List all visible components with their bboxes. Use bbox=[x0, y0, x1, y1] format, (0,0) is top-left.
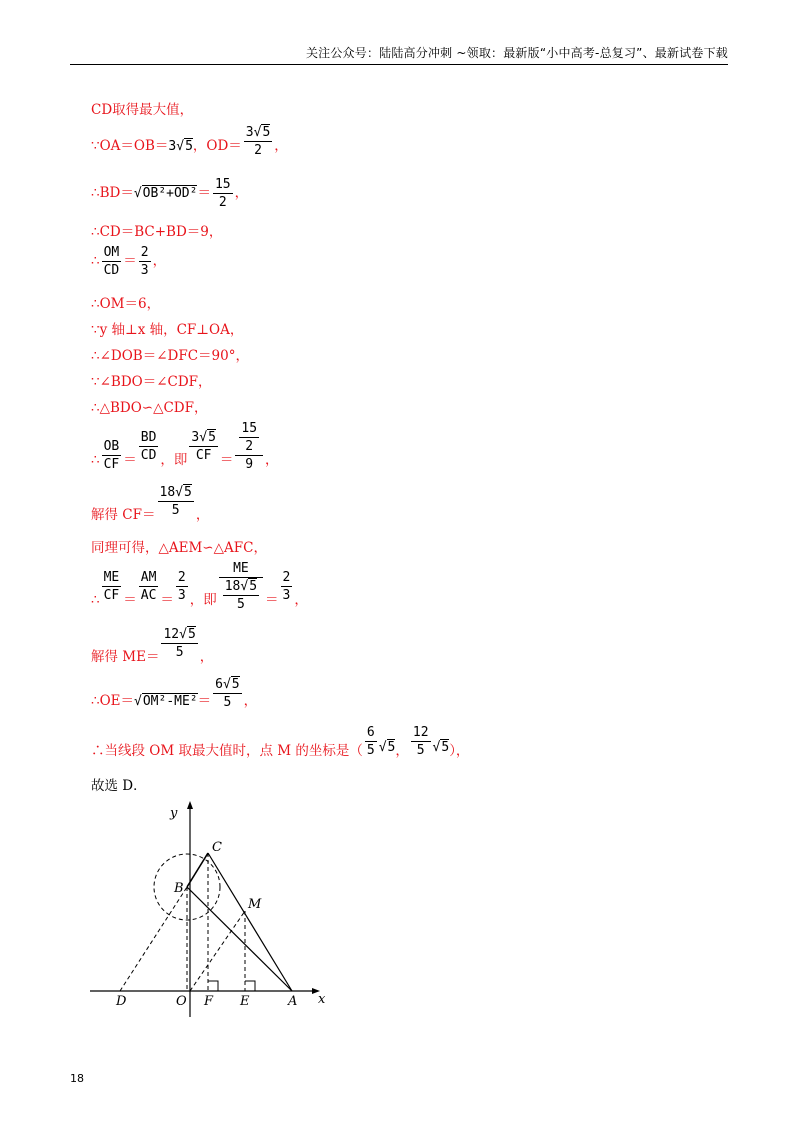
label-O: O bbox=[176, 994, 187, 1009]
label-y: y bbox=[170, 806, 178, 821]
line-18: 故选 D． bbox=[91, 778, 147, 794]
line-7: ∵y 轴⊥x 轴，CF⊥OA， bbox=[91, 322, 244, 338]
line-5: ∴ $\frac{OM}{CD}$ ＝ $\frac{2}{3}$ ， bbox=[91, 245, 167, 278]
label-C: C bbox=[212, 840, 222, 855]
line-17: ∴当线段 OM 取最大值时，点 M 的坐标是（ $\frac{6}{5}$ √5， $\frac{12}{5}$ √5）， bbox=[91, 725, 470, 759]
line-1: CD取得最大值， bbox=[91, 102, 194, 118]
line-2: ∵OA＝OB＝3√5，OD＝ $\frac{3√5}{2}$ ， bbox=[91, 125, 288, 158]
line-14: ∴ $\frac{ME}{CF}$ ＝ $\frac{AM}{AC}$ ＝ $\frac{2}{3}$ ，即 $\frac{ME}{\frac{18√5}{5}}$ ＝ $\frac{2}{3}$ ， bbox=[91, 561, 308, 612]
label-M: M bbox=[248, 897, 262, 912]
label-F: F bbox=[204, 994, 214, 1009]
line-12: 解得 CF＝ $\frac{18√5}{5}$ ， bbox=[91, 485, 210, 523]
right-angle-F bbox=[208, 981, 218, 991]
line-8: ∴∠DOB＝∠DFC＝90°， bbox=[91, 348, 249, 364]
line-10: ∴△BDO∽△CDF， bbox=[91, 400, 208, 416]
line-11: ∴ $\frac{OB}{CF}$ ＝ $\frac{BD}{CD}$ ，即 $\frac{3√5}{CF}$ ＝ $\frac{\frac{15}{2}}{9}$ ， bbox=[91, 421, 279, 472]
label-A: A bbox=[288, 994, 298, 1009]
label-x: x bbox=[318, 992, 326, 1007]
line-3: ∴BD＝√OB²+OD²＝ $\frac{15}{2}$ ， bbox=[91, 177, 249, 210]
segment-BA bbox=[187, 887, 292, 991]
line-16: ∴OE＝√OM²-ME²＝ $\frac{6√5}{5}$ ， bbox=[91, 677, 258, 710]
segment-OM bbox=[190, 911, 245, 991]
line-9: ∵∠BDO＝∠CDF， bbox=[91, 374, 212, 390]
right-angle-E bbox=[245, 981, 255, 991]
y-axis-arrow bbox=[187, 801, 193, 809]
geometry-figure bbox=[80, 795, 340, 1020]
page-number: 18 bbox=[70, 1072, 84, 1085]
line-6: ∴OM＝6， bbox=[91, 296, 161, 312]
label-D: D bbox=[116, 994, 127, 1009]
line-15: 解得 ME＝ $\frac{12√5}{5}$ ， bbox=[91, 627, 214, 665]
label-B: B bbox=[174, 881, 184, 896]
segment-DB bbox=[120, 887, 187, 991]
segment-CA bbox=[208, 853, 292, 991]
line-13: 同理可得，△AEM∽△AFC， bbox=[91, 540, 267, 556]
label-E: E bbox=[240, 994, 250, 1009]
page-header: 关注公众号：陆陆高分冲刺 ~领取：最新版“小中高考-总复习”、最新试卷下载 bbox=[70, 44, 728, 65]
line-4: ∴CD＝BC+BD＝9， bbox=[91, 224, 223, 240]
